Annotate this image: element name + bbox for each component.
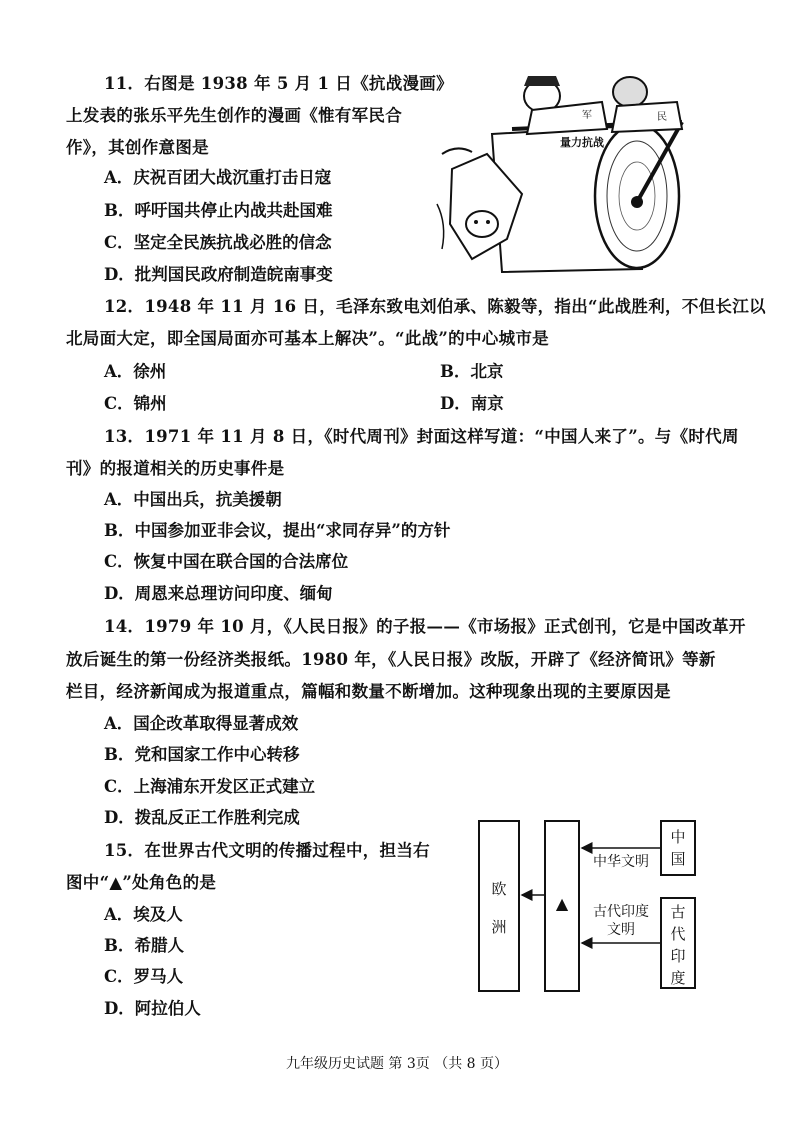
q12-option-c: C．锦州 [104,394,167,413]
q11-line3: 作》，其创作意图是 [66,138,209,157]
india-civ-label-2: 文明 [607,922,635,938]
q14-option-b: B．党和国家工作中心转移 [104,745,300,764]
q15-line2: 图中“▲”处角色的是 [66,873,217,892]
civilization-diagram [468,815,708,1015]
figure2-text: 民 [657,112,667,123]
q15-option-c: C．罗马人 [104,967,184,986]
q11-line2: 上发表的张乐平先生创作的漫画《惟有军民合 [66,106,402,125]
q11-option-b: B．呼吁国共停止内战共赴国难 [104,201,333,220]
q11-option-c: C．坚定全民族抗战必胜的信念 [104,233,332,252]
q13-option-d: D．周恩来总理访问印度、缅甸 [104,584,333,603]
q12-line1: 12．1948 年 11 月 16 日，毛泽东致电刘伯承、陈毅等，指出“此战胜利，不但长江以 [104,297,766,316]
page-footer: 九年级历史试题 第 3页 （共 8 页） [285,1056,509,1072]
q14-option-a: A．国企改革取得显著成效 [104,714,299,733]
q15-option-b: B．希腊人 [104,936,184,955]
q14-option-d: D．拨乱反正工作胜利完成 [104,808,300,827]
q15-option-a: A．埃及人 [104,905,183,924]
q13-option-c: C．恢复中国在联合国的合法席位 [104,552,349,571]
roller-text: 量力抗战 [560,136,604,149]
q14-line1: 14．1979 年 10 月，《人民日报》的子报——《市场报》正式创刊，它是中国改革开 [104,617,746,636]
q13-line2: 刊》的报道相关的历史事件是 [66,459,285,478]
q13-line1: 13．1971 年 11 月 8 日，《时代周刊》封面这样写道：“中国人来了”。与《时代周 [104,427,739,446]
q12-option-d: D．南京 [440,394,504,413]
cartoon-illustration [432,74,700,274]
q15-line1: 15．在世界古代文明的传播过程中，担当右 [104,841,430,860]
q12-option-b: B．北京 [440,362,504,381]
india-label: 古代印度 [670,903,686,987]
q11-option-d: D．批判国民政府制造皖南事变 [104,265,333,284]
q12-line2: 北局面大定，即全国局面亦可基本上解决”。“此战”的中心城市是 [66,329,549,348]
china-label: 中国 [670,828,686,868]
q14-line2: 放后诞生的第一份经济类报纸。1980 年，《人民日报》改版，开辟了《经济简讯》等新 [66,650,716,669]
triangle-marker: ▲ [555,894,569,913]
q11-option-a: A．庆祝百团大战沉重打击日寇 [104,168,332,187]
india-civ-label-1: 古代印度 [593,904,649,920]
q11-line1: 11．右图是 1938 年 5 月 1 日《抗战漫画》 [104,74,453,93]
q14-line3: 栏目，经济新闻成为报道重点，篇幅和数量不断增加。这种现象出现的主要原因是 [66,682,671,701]
china-civ-label: 中华文明 [593,854,649,870]
q15-option-d: D．阿拉伯人 [104,999,201,1018]
q13-option-a: A．中国出兵，抗美援朝 [104,490,282,509]
q13-option-b: B．中国参加亚非会议，提出“求同存异”的方针 [104,521,451,540]
q14-option-c: C．上海浦东开发区正式建立 [104,777,316,796]
europe-label: 欧洲 [491,880,507,936]
q12-option-a: A．徐州 [104,362,167,381]
figure1-text: 军 [582,110,592,121]
